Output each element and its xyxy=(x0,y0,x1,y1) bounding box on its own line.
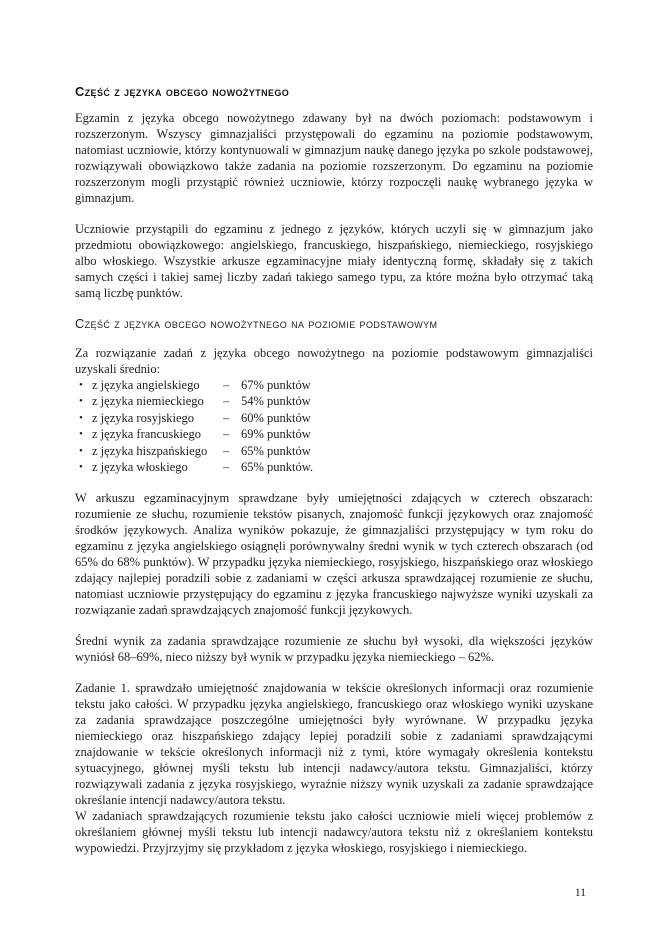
score-language: z języka niemieckiego xyxy=(92,394,204,409)
paragraph-global-comprehension: W zadaniach sprawdzających rozumienie tekstu jako całości uczniowie mieli więcej problemów z określaniem głównej myśli tekstu lub intencji nadawcy/autora tekstu niż z określaniem kontekstu wypowiedzi. Przyjrzyjmy się przykładom z języka włoskiego, rosyjskiego i niemieckiego. xyxy=(75,809,593,856)
section-heading-basic-level: Część z języka obcego nowożytnego na poziomie podstawowym xyxy=(75,316,438,331)
score-value: 60% punktów xyxy=(241,410,311,425)
score-language: z języka francuskiego xyxy=(92,427,201,442)
score-list-item xyxy=(75,393,593,409)
score-separator: – xyxy=(223,443,230,458)
bullet-icon: • xyxy=(79,461,83,474)
average-score-list xyxy=(75,377,593,475)
score-separator: – xyxy=(223,394,230,409)
paragraph-listening-average: Średni wynik za zadania sprawdzające rozumienie ze słuchu był wysoki, dla większości języków wyniósł 68–69%, nieco niższy był wynik w przypadku języka niemieckiego – 62%. xyxy=(75,634,593,665)
bullet-icon: • xyxy=(79,379,83,391)
score-list-item xyxy=(75,459,593,475)
paragraph-task1-analysis: Zadanie 1. sprawdzało umiejętność znajdowania w tekście określonych informacji oraz rozumienie tekstu jako całości. W przypadku języka angielskiego, francuskiego oraz włoskiego wyniki uzyskane za zadania sprawdzające poszczególne umiejętności były wyrównane. W przypadku języka niemieckiego oraz hiszpańskiego zdający lepiej poradzili sobie z zadaniami sprawdzającymi znajdowanie w tekście określonych informacji niż z tymi, które wymagały określenia kontekstu sytuacyjnego, głównej myśli tekstu lub intencji nadawcy/autora tekstu. Gimnazjaliści, którzy rozwiązywali zadania z języka rosyjskiego, wyraźnie niższy wynik uzyskali za zadanie sprawdzające określanie intencji nadawcy/autora tekstu. xyxy=(75,681,593,808)
section-heading-modern-foreign-language: Część z języka obcego nowożytnego xyxy=(75,84,290,99)
page-number: 11 xyxy=(574,887,586,899)
bullet-icon: • xyxy=(79,444,83,457)
score-list-item xyxy=(75,443,593,459)
score-value: 54% punktów xyxy=(241,394,311,409)
score-value: 67% punktów xyxy=(241,378,311,392)
score-value: 65% punktów xyxy=(241,443,311,458)
score-language: z języka rosyjskiego xyxy=(92,410,195,425)
score-separator: – xyxy=(223,410,230,425)
paragraph-four-areas-analysis: W arkuszu egzaminacyjnym sprawdzane były umiejętności zdających w czterech obszarach: rozumienie ze słuchu, rozumienie tekstów pisanych, znajomość funkcji językowych oraz znajomość środków językowych. Analiza wyników pokazuje, że gimnazjaliści przystępujący w tym roku do egzaminu z języka angielskiego osiągnęli porównywalny średni wynik w tych czterech obszarach (od 65% do 68% punktów). W przypadku języka niemieckiego, rosyjskiego, hiszpańskiego oraz włoskiego zdający najlepiej poradzili sobie z zadaniami w części arkusza sprawdzającej rozumienie ze słuchu, natomiast uczniowie przystępujący do egzaminu z języka francuskiego najwyższe wyniki uzyskali za rozwiązanie zadań sprawdzających znajomość funkcji językowych. xyxy=(75,491,593,618)
score-list-item xyxy=(75,410,593,426)
score-value: 69% punktów xyxy=(241,427,311,442)
bullet-icon: • xyxy=(79,395,83,408)
score-separator: – xyxy=(223,378,230,392)
score-list-item xyxy=(75,426,593,442)
score-separator: – xyxy=(223,460,230,475)
score-separator: – xyxy=(223,427,230,442)
bullet-icon: • xyxy=(79,428,83,441)
score-list-item xyxy=(75,377,593,393)
paragraph-exam-levels: Egzamin z języka obcego nowożytnego zdawany był na dwóch poziomach: podstawowym i rozszerzonym. Wszyscy gimnazjaliści przystępowali do egzaminu na poziomie podstawowym, natomiast uczniowie, którzy kontynuowali w gimnazjum naukę danego języka po szkole podstawowej, rozwiązywali obowiązkowo także zadania na poziomie rozszerzonym. Do egzaminu na poziomie rozszerzonym mogli przystąpić również uczniowie, którzy rozpoczęli naukę wybranego języka w gimnazjum. xyxy=(75,111,593,205)
paragraph-score-list-intro: Za rozwiązanie zadań z języka obcego nowożytnego na poziomie podstawowym gimnazjaliści uzyskali średnio: xyxy=(75,346,593,376)
score-language: z języka włoskiego xyxy=(92,460,188,475)
score-value: 65% punktów. xyxy=(241,460,314,475)
score-language: z języka hiszpańskiego xyxy=(92,443,208,458)
paragraph-languages-and-papers: Uczniowie przystąpili do egzaminu z jednego z języków, których uczyli się w gimnazjum jako przedmiotu obowiązkowego: angielskiego, francuskiego, hiszpańskiego, niemieckiego, rosyjskiego albo włoskiego. Wszystkie arkusze egzaminacyjne miały identyczną formę, składały się z takich samych części i takiej samej liczby zadań takiego samego typu, za które można było otrzymać taką samą liczbę punktów. xyxy=(75,222,593,300)
score-language: z języka angielskiego xyxy=(92,378,200,392)
page-content xyxy=(75,84,593,871)
bullet-icon: • xyxy=(79,411,83,424)
